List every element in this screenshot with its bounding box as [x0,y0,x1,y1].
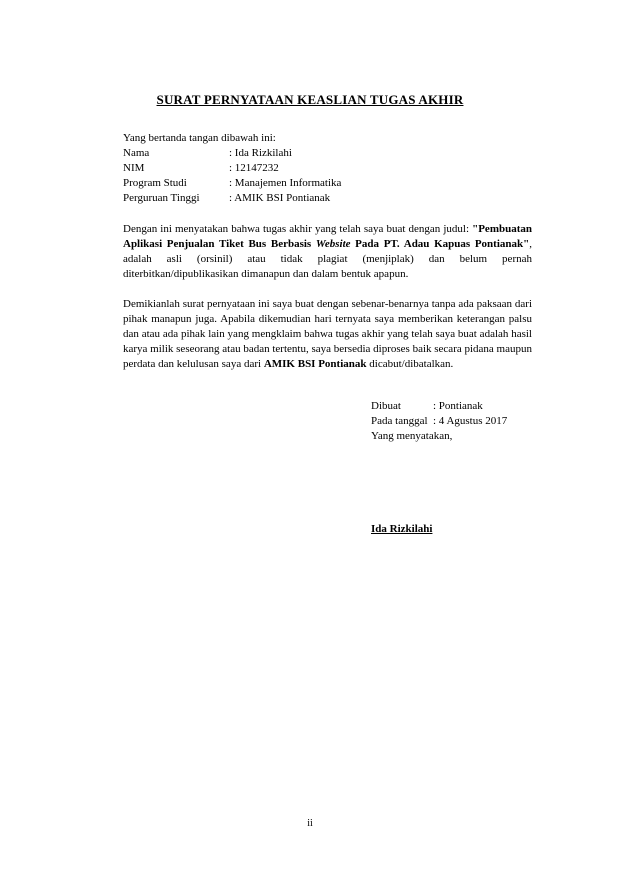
identity-block [123,131,532,206]
signature-label: Pada tanggal [371,415,428,427]
thesis-title-end: Pada PT. Adau Kapuas Pontianak" [350,238,530,250]
identity-row-program [123,176,532,191]
closing-text: Demikianlah surat pernyataan ini saya buat dengan sebenar-benarnya tanpa ada paksaan dari pihak manapun juga. Apabila dikemudian hari ternyata saya memberikan keterangan palsu dan atau ada pihak lain yang mengklaim bahwa tugas akhir yang telah saya buat adalah hasil karya milik seseorang atau badan tertentu, saya bersedia diproses baik secara pidana maupun perdata dan kelulusan saya dari [123,298,532,370]
signature-value: : Pontianak [433,400,483,412]
identity-label: Nama [123,147,150,159]
document-title: SURAT PERNYATAAN KEASLIAN TUGAS AKHIR [156,92,464,107]
signature-label: Dibuat [371,400,401,412]
institution-name: AMIK BSI Pontianak [263,358,367,370]
signature-place-row [371,399,507,414]
identity-row-institution [123,191,532,206]
identity-value: : Manajemen Informatika [229,177,342,189]
intro-text: Yang bertanda tangan dibawah ini: [123,132,276,144]
declaration-text: Dengan ini menyatakan bahwa tugas akhir yang telah saya buat dengan judul: [123,223,470,235]
identity-label: NIM [123,162,145,174]
closing-paragraph [123,297,532,372]
signature-block [371,399,507,444]
declaration-paragraph [123,222,532,282]
identity-label: Perguruan Tinggi [123,192,200,204]
thesis-title: "Pembuatan Aplikasi Penjualan Tiket Bus Berbasis [123,223,532,250]
signature-value: : 4 Agustus 2017 [433,415,508,427]
signature-statement: Yang menyatakan, [371,430,453,442]
identity-value: : AMIK BSI Pontianak [229,192,331,204]
closing-text-end: dicabut/dibatalkan. [366,358,454,370]
signature-date-row [371,414,507,429]
thesis-title-italic: Website [315,238,351,250]
signer-name: Ida Rizkilahi [371,523,433,535]
declaration-text-end: , adalah asli (orsinil) atau tidak plagiat (menjiplak) dan belum pernah diterbitkan/dipublikasikan dimanapun dan dalam bentuk apapun. [123,238,532,280]
identity-value: : Ida Rizkilahi [229,147,292,159]
identity-row-nim [123,161,532,176]
page-number: ii [307,818,313,829]
identity-label: Program Studi [123,177,187,189]
identity-row-name [123,146,532,161]
identity-value: : 12147232 [229,162,279,174]
